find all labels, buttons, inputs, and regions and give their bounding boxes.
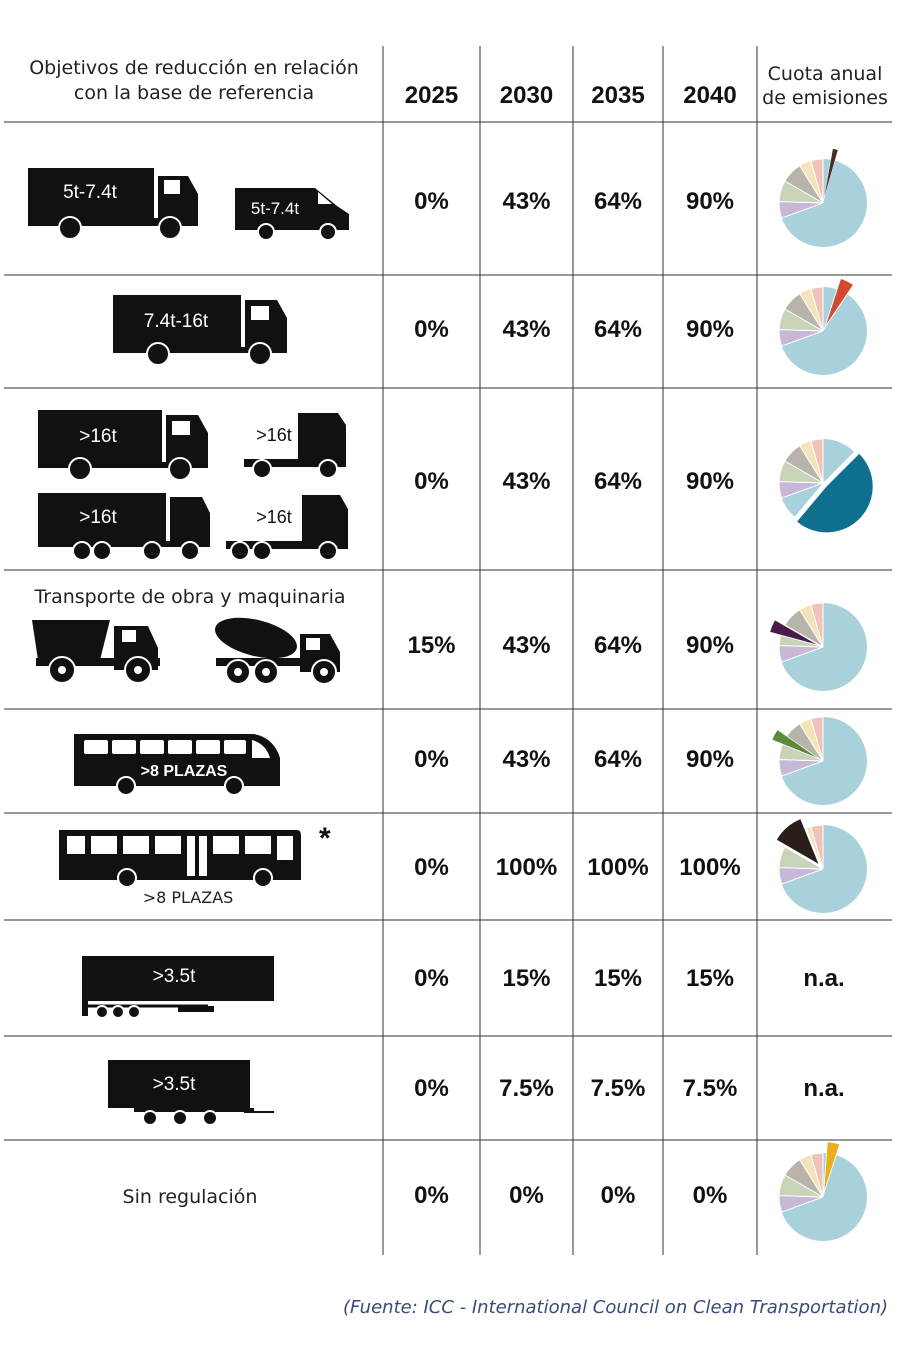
reduction-value: 7.5%: [499, 1075, 554, 1102]
row-title-construction: Transporte de obra y maquinaria: [34, 586, 346, 608]
drawbar-trailer-icon: [108, 1060, 274, 1125]
semi-trailer-icon: [82, 956, 274, 1018]
tractor-unit-icon: [244, 413, 346, 478]
concrete-mixer-icon: [211, 612, 340, 684]
truck-icon: [38, 410, 208, 480]
emission-pie-chart: [768, 589, 878, 699]
coach-bus-icon: [74, 734, 280, 795]
header-description: [5, 56, 383, 106]
vehicle-label: >16t: [256, 425, 292, 445]
reduction-value: 100%: [679, 854, 741, 881]
reduction-value: 90%: [685, 746, 735, 773]
header-description-line2: con la base de referencia: [73, 82, 315, 104]
quota-header-line2: de emisiones: [762, 87, 888, 109]
dump-truck-icon: [32, 620, 160, 683]
quota-header-line1: Cuota anual: [767, 63, 883, 85]
row7-vehicles: [78, 952, 278, 1022]
truck-trailer-icon: [38, 493, 210, 560]
reduction-value: 0%: [414, 1075, 449, 1102]
reduction-value: 0%: [414, 854, 449, 881]
van-icon: [235, 188, 349, 240]
header-description-line1: Objetivos de reducción en relación: [29, 57, 359, 79]
quota-na: n.a.: [803, 965, 845, 992]
vehicle-label: >8 PLAZAS: [140, 763, 228, 780]
reduction-value: 64%: [593, 746, 643, 773]
city-bus-icon: [59, 830, 301, 887]
row-title-unregulated: Sin regulación: [122, 1186, 258, 1208]
vehicle-label-city-bus: >8 PLAZAS: [142, 888, 234, 907]
reduction-value: 43%: [502, 746, 551, 773]
reduction-value: 7.5%: [682, 1075, 738, 1102]
reduction-value: 100%: [587, 854, 649, 881]
truck-icon: [28, 168, 198, 239]
emission-pie-chart: [768, 1139, 878, 1249]
reduction-value: 0%: [414, 468, 449, 495]
vehicle-label: >16t: [256, 507, 292, 527]
reduction-value: 64%: [593, 188, 643, 215]
row4-vehicles: [28, 612, 363, 688]
asterisk: *: [319, 826, 331, 855]
row3-vehicles: [30, 405, 360, 565]
truck-icon: [113, 295, 287, 365]
emission-pie-chart: [768, 811, 878, 921]
vehicle-label: >16t: [79, 426, 117, 447]
row8-vehicles: [104, 1056, 280, 1132]
reduction-value: 15%: [685, 965, 735, 992]
reduction-value: 90%: [685, 188, 735, 215]
reduction-value: 0%: [414, 1182, 449, 1209]
year-header-2025: 2025: [404, 82, 459, 109]
reduction-value: 0%: [414, 746, 449, 773]
reduction-value: 7.5%: [590, 1075, 646, 1102]
emission-pie-chart: [768, 273, 878, 383]
row6-vehicles: [55, 826, 335, 888]
vehicle-label: 5t-7.4t: [63, 182, 117, 203]
reduction-value: 15%: [407, 632, 456, 659]
row5-vehicles: [70, 728, 288, 798]
reduction-value: 64%: [593, 316, 643, 343]
quota-header: [758, 62, 892, 110]
reduction-value: 0%: [414, 316, 449, 343]
tractor-unit-icon: [226, 495, 348, 560]
vehicle-label: >16t: [79, 507, 117, 528]
reduction-value: 90%: [685, 632, 735, 659]
reduction-value: 43%: [502, 468, 551, 495]
row2-vehicles: [108, 290, 293, 370]
emission-pie-chart: [768, 145, 878, 255]
reduction-value: 43%: [502, 188, 551, 215]
emission-pie-chart: [768, 703, 878, 813]
vehicle-label: 5t-7.4t: [250, 199, 300, 218]
vehicle-label: 7.4t-16t: [143, 311, 209, 332]
reduction-value: 90%: [685, 468, 735, 495]
reduction-value: 43%: [502, 632, 551, 659]
reduction-value: 64%: [593, 468, 643, 495]
reduction-value: 100%: [495, 854, 558, 881]
reduction-value: 43%: [502, 316, 551, 343]
reduction-value: 0%: [414, 965, 449, 992]
reduction-value: 0%: [509, 1182, 544, 1209]
reduction-value: 64%: [593, 632, 643, 659]
source-note: (Fuente: ICC - International Council on Clean Transportation): [343, 1297, 888, 1318]
quota-na: n.a.: [803, 1075, 845, 1102]
vehicle-label: >3.5t: [152, 1074, 196, 1095]
year-header-2040: 2040: [683, 82, 737, 109]
year-header-2035: 2035: [591, 82, 645, 109]
emission-pie-chart: [768, 425, 878, 535]
reduction-value: 0%: [600, 1182, 636, 1209]
reduction-value: 0%: [692, 1182, 728, 1209]
row1-vehicles: [20, 160, 365, 244]
reduction-value: 15%: [502, 965, 551, 992]
year-header-2030: 2030: [499, 82, 554, 109]
vehicle-label: >3.5t: [152, 966, 196, 987]
reduction-value: 90%: [685, 316, 735, 343]
reduction-value: 15%: [593, 965, 643, 992]
reduction-value: 0%: [414, 188, 449, 215]
